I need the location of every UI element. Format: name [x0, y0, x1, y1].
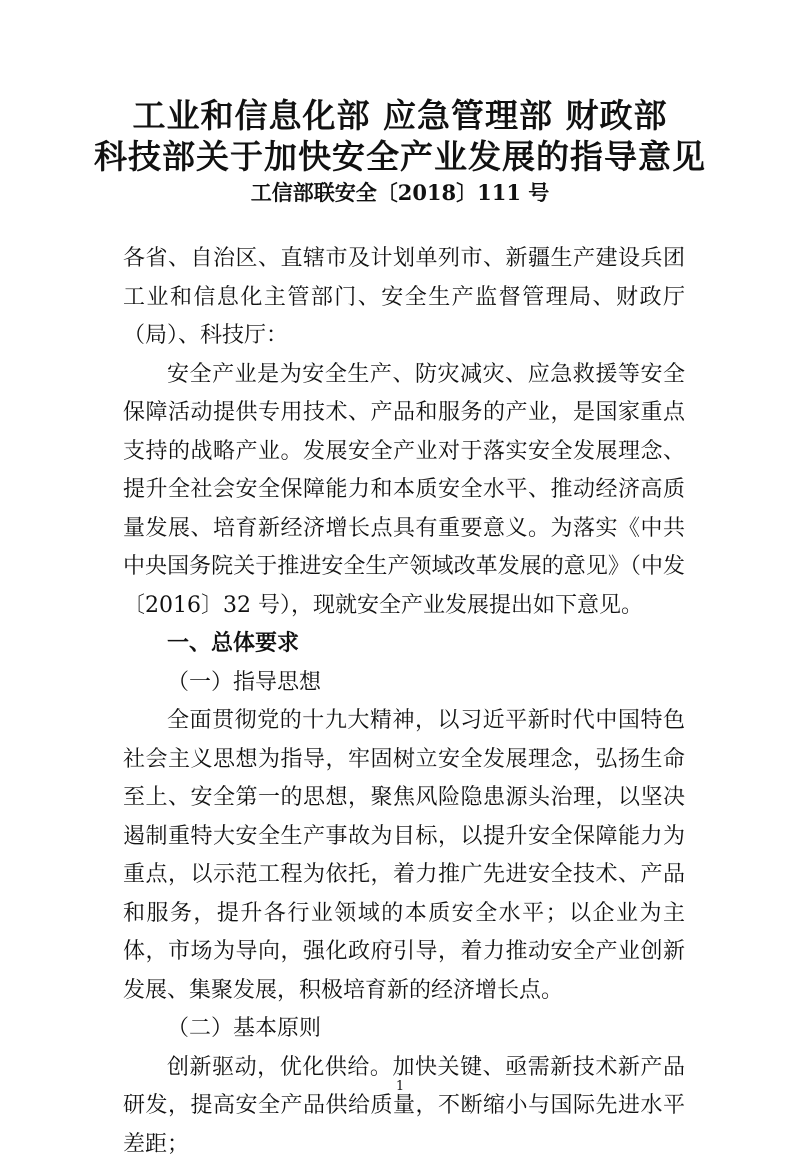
intro-paragraph: 安全产业是为安全生产、防灾减灾、应急救援等安全保障活动提供专用技术、产品和服务的产业，是国家重点支持的战略产业。发展安全产业对于落实安全发展理念、提升全社会安全保障能力和本质安全水平、推动经济高质量发展、培育新经济增长点具有重要意义。为落实《中共中央国务院关于推进安全生产领域改革发展的意见》（中发〔2016〕32 号），现就安全产业发展提出如下意见。 — [123, 356, 685, 626]
document-title-line-2: 科技部关于加快安全产业发展的指导意见 — [0, 137, 800, 177]
document-number: 工信部联安全〔2018〕111 号 — [0, 178, 800, 208]
subsection-heading-guiding-ideology: （一）指导思想 — [123, 664, 685, 703]
document-title-line-1: 工业和信息化部 应急管理部 财政部 — [0, 96, 800, 136]
guiding-ideology-paragraph: 全面贯彻党的十九大精神，以习近平新时代中国特色社会主义思想为指导，牢固树立安全发展理念，弘扬生命至上、安全第一的思想，聚焦风险隐患源头治理，以坚决遏制重特大安全生产事故为目标，以提升安全保障能力为重点，以示范工程为依托，着力推广先进安全技术、产品和服务，提升各行业领域的本质安全水平；以企业为主体，市场为导向，强化政府引导，着力推动安全产业创新发展、集聚发展，积极培育新的经济增长点。 — [123, 702, 685, 1010]
document-body — [123, 240, 685, 1164]
addressee-paragraph: 各省、自治区、直辖市及计划单列市、新疆生产建设兵团工业和信息化主管部门、安全生产监督管理局、财政厅（局）、科技厅： — [123, 240, 685, 356]
subsection-heading-basic-principles: （二）基本原则 — [123, 1010, 685, 1049]
page-number: 1 — [0, 1079, 800, 1095]
section-heading-general-requirements: 一、总体要求 — [123, 625, 685, 664]
basic-principles-paragraph: 创新驱动，优化供给。加快关键、亟需新技术新产品研发，提高安全产品供给质量，不断缩小与国际先进水平差距； — [123, 1049, 685, 1164]
